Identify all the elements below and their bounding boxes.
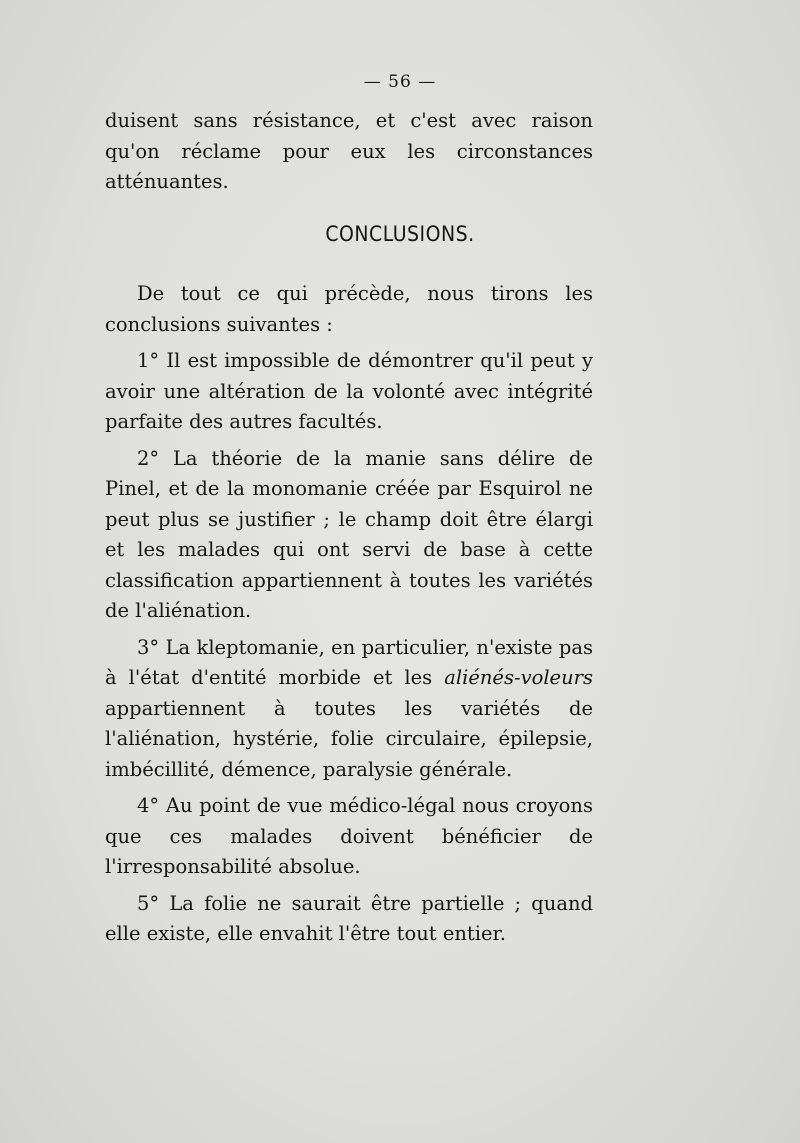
conclusion-5: 5° La folie ne saurait être partielle ; quand elle existe, elle envahit l'être tout entier. [105,891,593,945]
conclusion-4: 4° Au point de vue médico-légal nous croyons que ces malades doivent bénéficier de l'irresponsabilité absolue. [105,794,593,878]
intro-paragraph-container [105,106,593,198]
intro-paragraph: duisent sans résistance, et c'est avec raison qu'on réclame pour eux les circonstances atténuantes. [105,109,593,193]
conclusion-3-part-a: 3° La kleptomanie, en particulier, n'existe pas à l'état d'entité morbide et les [105,635,593,689]
conclusion-3 [105,633,593,786]
conclusions-body [105,279,593,950]
section-heading: CONCLUSIONS. [325,222,475,246]
page-number: — 56 — [363,72,437,92]
conclusion-3-part-b: appartiennent à toutes les variétés de l'aliénation, hystérie, folie circulaire, épilepsie, imbécillité, démence, paralysie générale. [105,696,593,781]
conclusion-1: 1° Il est impossible de démontrer qu'il peut y avoir une altération de la volonté avec intégrité parfaite des autres facultés. [105,349,593,433]
conclusion-2: 2° La théorie de la manie sans délire de Pinel, et de la monomanie créée par Esquirol ne peut plus se justifier ; le champ doit être élargi et les malades qui ont servi de base à cette classification appartiennent à toutes les variétés de l'aliénation. [105,446,593,622]
lead-paragraph: De tout ce qui précède, nous tirons les conclusions suivantes : [105,282,593,336]
conclusion-3-emphasis: aliénés-voleurs [444,666,593,689]
